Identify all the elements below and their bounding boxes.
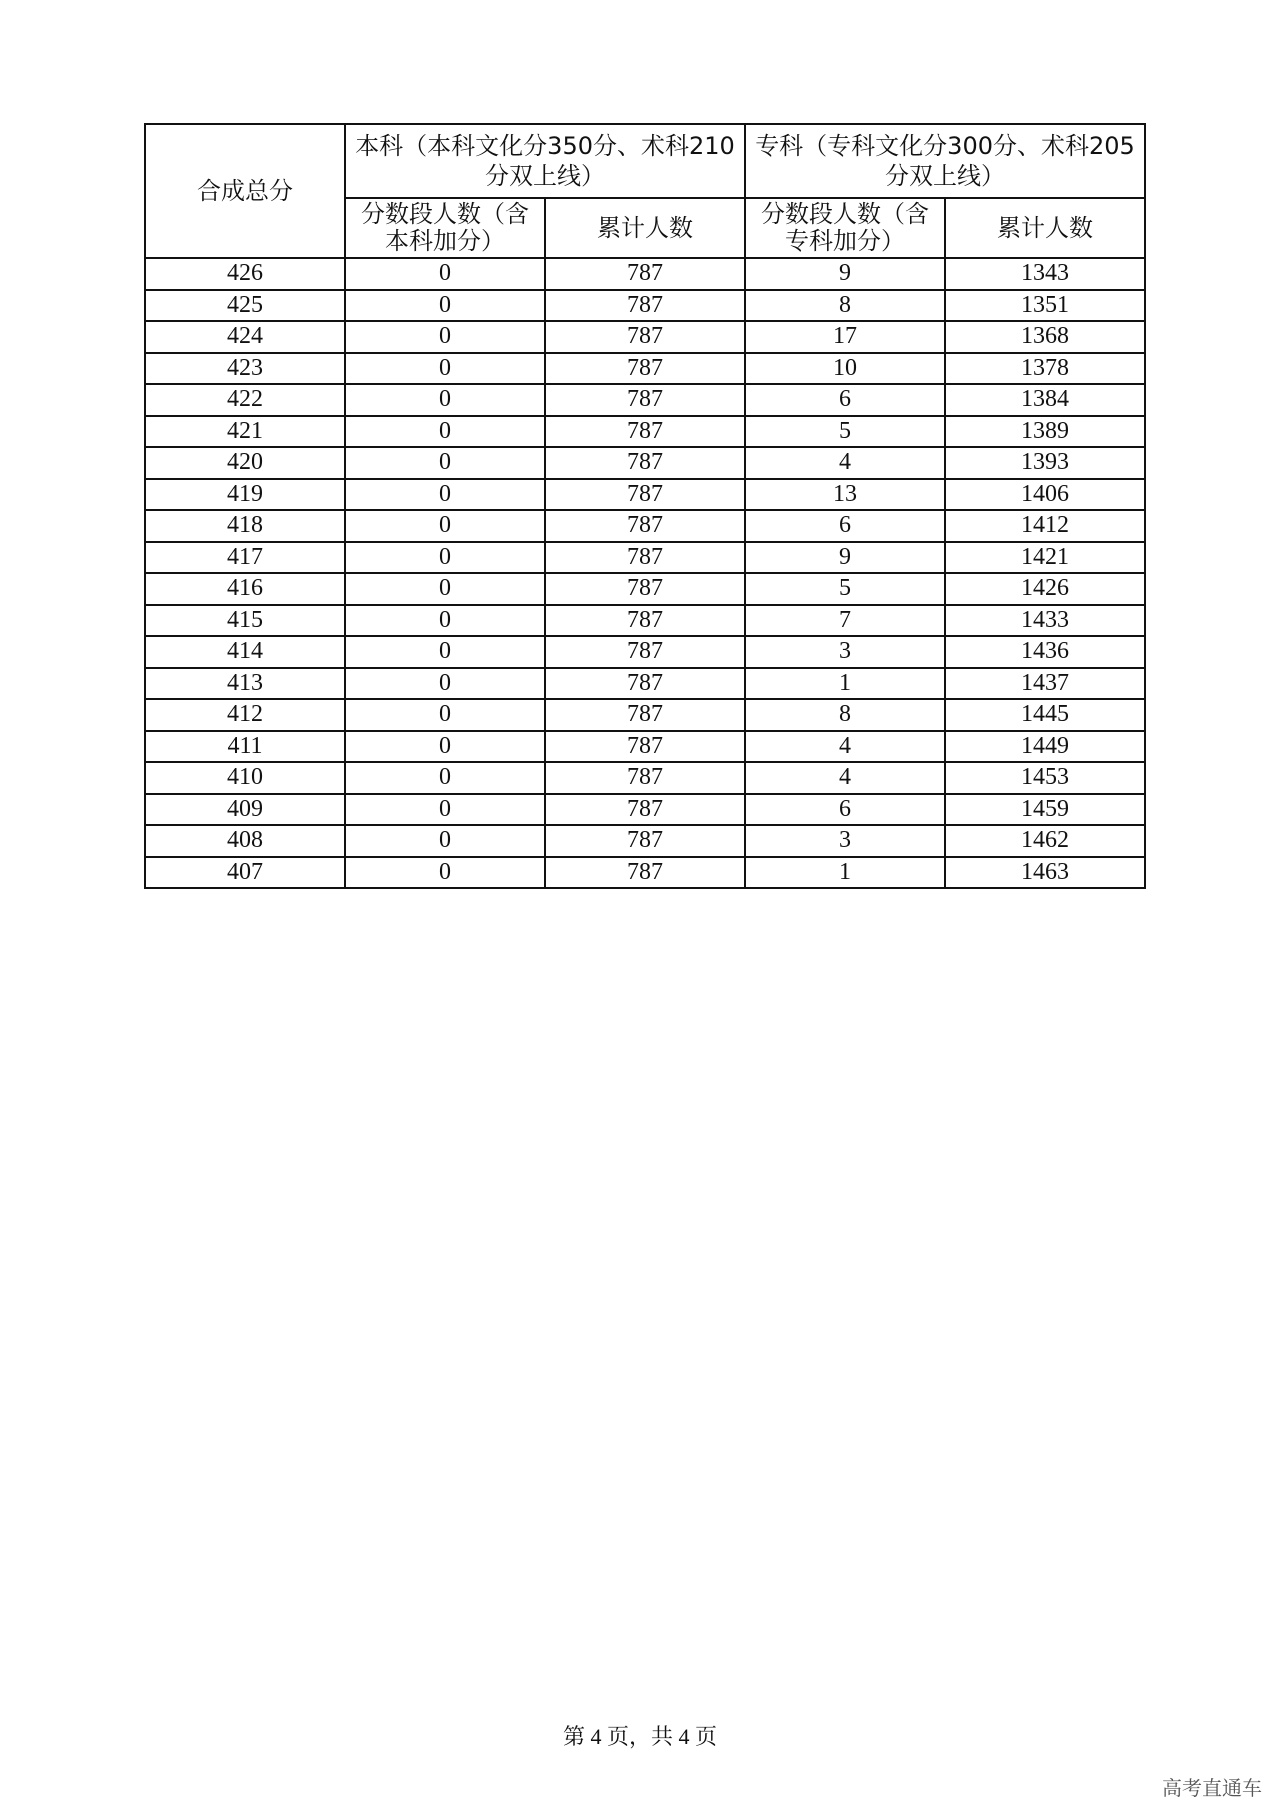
cell-undergrad-segment: 0	[345, 384, 545, 416]
cell-junior-segment: 4	[745, 762, 945, 794]
cell-junior-segment: 5	[745, 573, 945, 605]
cell-junior-cumulative: 1433	[945, 605, 1145, 637]
header-undergrad-segment: 分数段人数（含本科加分）	[345, 198, 545, 258]
cell-junior-cumulative: 1449	[945, 731, 1145, 763]
cell-total-score: 418	[145, 510, 345, 542]
cell-total-score: 408	[145, 825, 345, 857]
table-row	[145, 857, 1145, 889]
cell-junior-cumulative: 1459	[945, 794, 1145, 826]
cell-junior-cumulative: 1351	[945, 290, 1145, 322]
cell-undergrad-segment: 0	[345, 605, 545, 637]
cell-undergrad-cumulative: 787	[545, 542, 745, 574]
table-row	[145, 573, 1145, 605]
cell-undergrad-segment: 0	[345, 510, 545, 542]
cell-junior-segment: 9	[745, 258, 945, 290]
cell-junior-cumulative: 1453	[945, 762, 1145, 794]
cell-junior-segment: 5	[745, 416, 945, 448]
cell-junior-segment: 1	[745, 857, 945, 889]
cell-junior-segment: 3	[745, 636, 945, 668]
cell-undergrad-cumulative: 787	[545, 636, 745, 668]
cell-undergrad-segment: 0	[345, 573, 545, 605]
table-row	[145, 510, 1145, 542]
cell-undergrad-cumulative: 787	[545, 510, 745, 542]
table-row	[145, 542, 1145, 574]
cell-undergrad-cumulative: 787	[545, 857, 745, 889]
cell-junior-segment: 6	[745, 794, 945, 826]
cell-total-score: 424	[145, 321, 345, 353]
cell-junior-cumulative: 1412	[945, 510, 1145, 542]
header-undergrad-cumulative: 累计人数	[545, 198, 745, 258]
header-undergrad-group: 本科（本科文化分350分、术科210分双上线）	[345, 124, 745, 198]
cell-junior-segment: 8	[745, 290, 945, 322]
cell-junior-cumulative: 1421	[945, 542, 1145, 574]
table-row	[145, 447, 1145, 479]
table-row	[145, 668, 1145, 700]
table-row	[145, 605, 1145, 637]
header-junior-group: 专科（专科文化分300分、术科205分双上线）	[745, 124, 1145, 198]
cell-total-score: 414	[145, 636, 345, 668]
table-row	[145, 353, 1145, 385]
table-row	[145, 290, 1145, 322]
cell-junior-cumulative: 1368	[945, 321, 1145, 353]
cell-undergrad-segment: 0	[345, 857, 545, 889]
cell-junior-segment: 1	[745, 668, 945, 700]
cell-undergrad-segment: 0	[345, 290, 545, 322]
cell-undergrad-cumulative: 787	[545, 384, 745, 416]
cell-total-score: 410	[145, 762, 345, 794]
cell-undergrad-cumulative: 787	[545, 731, 745, 763]
cell-total-score: 420	[145, 447, 345, 479]
cell-total-score: 417	[145, 542, 345, 574]
cell-undergrad-segment: 0	[345, 762, 545, 794]
cell-total-score: 413	[145, 668, 345, 700]
cell-undergrad-cumulative: 787	[545, 321, 745, 353]
table-row	[145, 731, 1145, 763]
table-row	[145, 636, 1145, 668]
cell-undergrad-segment: 0	[345, 542, 545, 574]
table-row	[145, 258, 1145, 290]
cell-undergrad-segment: 0	[345, 794, 545, 826]
cell-junior-cumulative: 1406	[945, 479, 1145, 511]
cell-undergrad-segment: 0	[345, 321, 545, 353]
cell-junior-segment: 4	[745, 447, 945, 479]
cell-undergrad-segment: 0	[345, 416, 545, 448]
table-row	[145, 416, 1145, 448]
cell-junior-segment: 4	[745, 731, 945, 763]
header-junior-cumulative: 累计人数	[945, 198, 1145, 258]
cell-junior-cumulative: 1393	[945, 447, 1145, 479]
cell-total-score: 407	[145, 857, 345, 889]
cell-junior-cumulative: 1445	[945, 699, 1145, 731]
cell-total-score: 411	[145, 731, 345, 763]
cell-undergrad-segment: 0	[345, 447, 545, 479]
table-row	[145, 699, 1145, 731]
cell-junior-segment: 3	[745, 825, 945, 857]
cell-undergrad-cumulative: 787	[545, 353, 745, 385]
cell-undergrad-segment: 0	[345, 258, 545, 290]
cell-undergrad-segment: 0	[345, 825, 545, 857]
header-junior-segment: 分数段人数（含专科加分）	[745, 198, 945, 258]
cell-undergrad-cumulative: 787	[545, 479, 745, 511]
cell-undergrad-segment: 0	[345, 699, 545, 731]
table-row	[145, 384, 1145, 416]
cell-undergrad-segment: 0	[345, 731, 545, 763]
cell-undergrad-cumulative: 787	[545, 573, 745, 605]
cell-junior-cumulative: 1437	[945, 668, 1145, 700]
cell-junior-segment: 17	[745, 321, 945, 353]
cell-total-score: 423	[145, 353, 345, 385]
cell-undergrad-segment: 0	[345, 479, 545, 511]
score-distribution-table	[144, 123, 1146, 889]
cell-undergrad-cumulative: 787	[545, 762, 745, 794]
cell-undergrad-cumulative: 787	[545, 825, 745, 857]
watermark-text: 高考直通车	[1162, 1776, 1262, 1800]
cell-undergrad-cumulative: 787	[545, 258, 745, 290]
table-body	[145, 258, 1145, 888]
table-row	[145, 794, 1145, 826]
cell-undergrad-segment: 0	[345, 353, 545, 385]
cell-junior-segment: 8	[745, 699, 945, 731]
table-row	[145, 825, 1145, 857]
cell-junior-cumulative: 1378	[945, 353, 1145, 385]
cell-undergrad-cumulative: 787	[545, 605, 745, 637]
cell-junior-cumulative: 1343	[945, 258, 1145, 290]
cell-junior-segment: 6	[745, 510, 945, 542]
cell-undergrad-cumulative: 787	[545, 794, 745, 826]
cell-undergrad-cumulative: 787	[545, 447, 745, 479]
cell-junior-segment: 9	[745, 542, 945, 574]
cell-junior-cumulative: 1426	[945, 573, 1145, 605]
cell-undergrad-segment: 0	[345, 668, 545, 700]
cell-total-score: 412	[145, 699, 345, 731]
cell-junior-cumulative: 1462	[945, 825, 1145, 857]
cell-junior-cumulative: 1436	[945, 636, 1145, 668]
cell-undergrad-cumulative: 787	[545, 416, 745, 448]
cell-total-score: 415	[145, 605, 345, 637]
table-row	[145, 762, 1145, 794]
table-row	[145, 479, 1145, 511]
cell-total-score: 409	[145, 794, 345, 826]
table-row	[145, 321, 1145, 353]
header-total-score: 合成总分	[145, 124, 345, 258]
cell-undergrad-cumulative: 787	[545, 699, 745, 731]
cell-total-score: 416	[145, 573, 345, 605]
cell-undergrad-segment: 0	[345, 636, 545, 668]
cell-junior-cumulative: 1384	[945, 384, 1145, 416]
cell-junior-segment: 10	[745, 353, 945, 385]
cell-total-score: 421	[145, 416, 345, 448]
table-header	[145, 124, 1145, 258]
cell-total-score: 419	[145, 479, 345, 511]
cell-total-score: 426	[145, 258, 345, 290]
cell-junior-segment: 13	[745, 479, 945, 511]
cell-junior-segment: 7	[745, 605, 945, 637]
cell-total-score: 425	[145, 290, 345, 322]
cell-undergrad-cumulative: 787	[545, 668, 745, 700]
cell-junior-cumulative: 1389	[945, 416, 1145, 448]
cell-junior-segment: 6	[745, 384, 945, 416]
page-number: 第 4 页，共 4 页	[562, 1724, 717, 1749]
cell-junior-cumulative: 1463	[945, 857, 1145, 889]
cell-total-score: 422	[145, 384, 345, 416]
cell-undergrad-cumulative: 787	[545, 290, 745, 322]
